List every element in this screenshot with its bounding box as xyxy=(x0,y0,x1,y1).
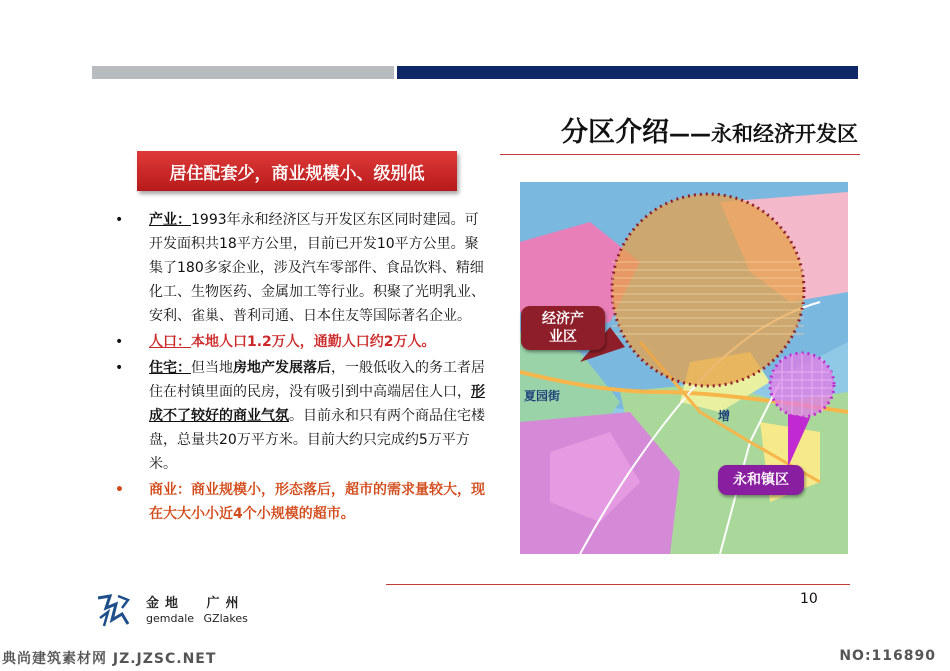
title-main: 分区介绍 xyxy=(561,117,669,148)
title-sub: ——永和经济开发区 xyxy=(669,122,858,146)
bullet-text: 商业：商业规模小，形态落后，超市的需求量较大，现在大大小小近4个小规模的超市。 xyxy=(149,482,485,522)
brand-name-en: gemdale GZlakes xyxy=(146,612,248,625)
bullet-label: 人口： xyxy=(149,334,191,350)
bullet-text: 1993年永和经济区与开发区东区同时建园。可开发面积共18平方公里，目前已开发10平方公里。聚集了180多家企业，涉及汽车零部件、食品饮料、精细化工、生物医药、金属加工等行业。积聚了光明乳业、安利、雀巢、普利司通、日本住友等国际著名企业。 xyxy=(149,212,485,324)
bullet-dot: • xyxy=(115,482,124,498)
map-label-street: 夏园街 xyxy=(524,389,561,403)
bullet-industry xyxy=(115,208,490,328)
header-bar-navy xyxy=(397,66,858,79)
bullet-list xyxy=(115,208,490,528)
header-bar-gray xyxy=(92,66,394,79)
district-map xyxy=(520,182,848,554)
bullet-emphasis: 形成不了较好的商业气氛 xyxy=(149,384,485,424)
map-graphic xyxy=(520,182,848,554)
brand-logo-icon xyxy=(92,590,134,630)
bullet-emphasis: 房地产发展落后 xyxy=(233,360,331,376)
bullet-dot: • xyxy=(115,334,124,350)
watermark-id: NO:116890 xyxy=(839,648,936,664)
bullet-label: 产业： xyxy=(149,212,191,228)
bullet-commerce xyxy=(115,478,490,526)
callout-industrial-zone xyxy=(521,306,605,350)
summary-banner: 居住配套少，商业规模小、级别低 xyxy=(137,151,457,191)
page-title xyxy=(480,110,858,149)
bullet-dot: • xyxy=(115,212,124,228)
callout-zone-line1: 经济产 xyxy=(542,311,584,327)
bullet-text: 本地人口1.2万人，通勤人口约2万人。 xyxy=(191,334,436,350)
bullet-label: 住宅： xyxy=(149,360,191,376)
map-label-zeng: 增 xyxy=(718,409,731,423)
callout-town-district: 永和镇区 xyxy=(718,465,804,495)
page-number: 10 xyxy=(800,591,818,607)
bullet-housing xyxy=(115,356,490,476)
watermark-site: 典尚建筑素材网 JZ.JZSC.NET xyxy=(2,651,217,667)
bullet-text: 。目前永和只有两个商品住宅楼盘，总量共20万平方米。目前大约只完成约5万平方米。 xyxy=(149,408,485,472)
callout-zone-line2: 业区 xyxy=(549,329,577,345)
title-divider xyxy=(500,154,860,155)
bullet-population xyxy=(115,330,490,354)
brand-name-cn: 金地 广州 xyxy=(146,596,245,611)
footer-divider xyxy=(386,584,850,585)
bullet-dot: • xyxy=(115,360,124,376)
bullet-text: 但当地 xyxy=(191,360,233,376)
bullet-text: ，一般低收入的务工者居住在村镇里面的民房，没有吸引到中高端居住人口， xyxy=(149,360,485,400)
